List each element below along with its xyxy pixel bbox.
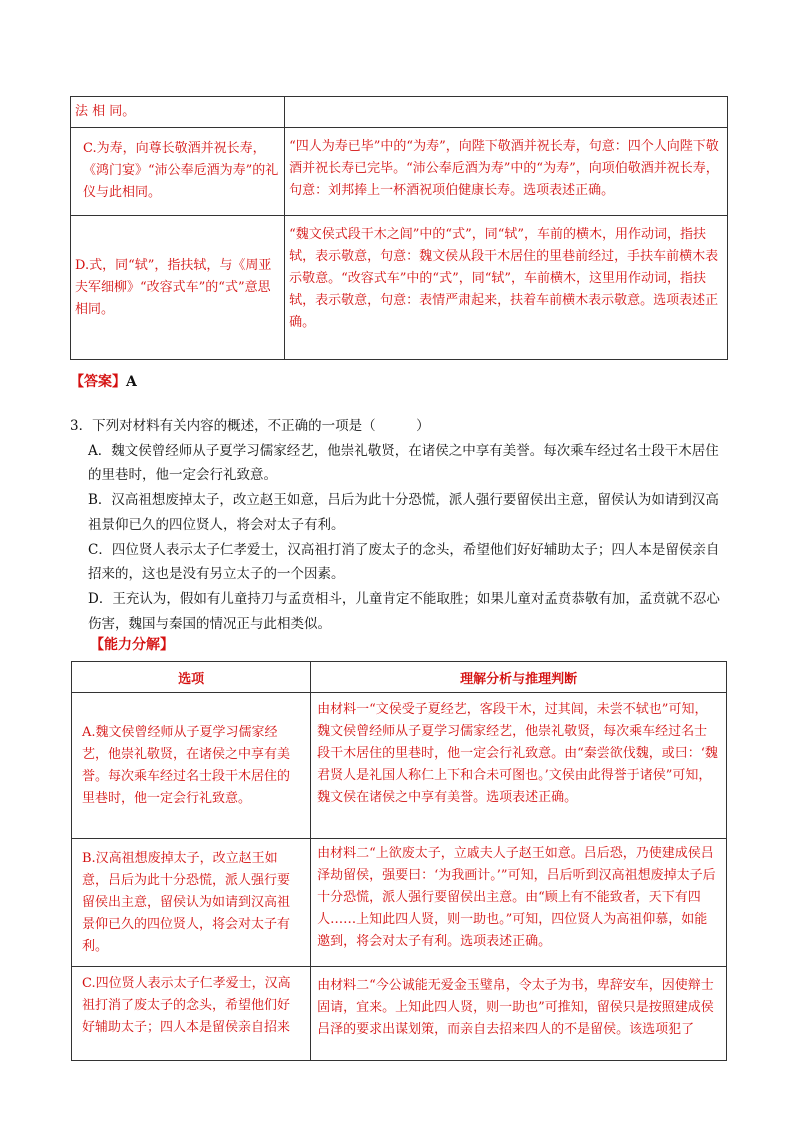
table-cell-analysis: “四人为寿已毕”中的“为寿”，向陛下敬酒并祝长寿，句意：四个人向陛下敬酒并祝长寿已完毕。“沛公奉卮酒为寿”中的“为寿”，向项伯敬酒并祝长寿，句意：刘邦捧上一杯酒祝项伯健康长寿。选项表述正确。 [285, 128, 728, 216]
table-cell-option: B.汉高祖想废掉太子，改立赵王如意，吕后为此十分恐慌，派人强行要留侯出主意，留侯认为如请到汉高祖景仰已久的四位贤人，将会对太子有利。 [72, 839, 311, 967]
table-row [72, 839, 727, 967]
table-cell-option: C.为寿，向尊长敬酒并祝长寿，《鸿门宴》“沛公奉卮酒为寿”的礼仪与此相同。 [71, 128, 285, 216]
table-row [71, 216, 728, 360]
question-block [70, 414, 730, 636]
option-c: C．四位贤人表示太子仁孝爱士，汉高祖打消了废太子的念头，希望他们好好辅助太子；四人本是留侯亲自招来的，这也是没有另立太子的一个因素。 [88, 541, 720, 583]
table-row [71, 97, 728, 128]
table-cell-option: A.魏文侯曾经师从子夏学习儒家经艺，他崇礼敬贤，在诸侯之中享有美誉。每次乘车经过名士段干木居住的里巷时，他一定会行礼致意。 [72, 693, 311, 839]
option-a: A．魏文侯曾经师从子夏学习儒家经艺，他崇礼敬贤，在诸侯之中享有美誉。每次乘车经过名士段干木居住的里巷时，他一定会行礼致意。 [88, 442, 719, 484]
table-header-row [72, 662, 727, 693]
ability-breakdown-table [71, 661, 727, 1061]
table-cell-option: C.四位贤人表示太子仁孝爱士，汉高祖打消了废太子的念头，希望他们好好辅助太子；四人本是留侯亲自招来 [72, 967, 311, 1061]
table-row [72, 693, 727, 839]
table-cell-analysis: 由材料二“上欲废太子，立戚夫人子赵王如意。吕后恐，乃使建成侯吕泽劫留侯，强要曰：‘为我画计。’”可知，吕后听到汉高祖想废掉太子后十分恐慌，派人强行要留侯出主意。由“顾上有不能致者，天下有四人……上知此四人贤，则一助也。”可知，四位贤人为高祖仰慕，如能邀到，将会对太子有利。选项表述正确。 [311, 839, 727, 967]
table-cell-analysis: “魏文侯式段干木之闾”中的“式”，同“轼”，车前的横木，用作动词，指扶轼，表示敬意，句意：魏文侯从段干木居住的里巷前经过，手扶车前横木表示敬意。“改容式车”中的“式”，同“轼”，车前横木，这里用作动词，指扶轼，表示敬意，句意：表情严肃起来，扶着车前横木表示敬意。选项表述正确。 [285, 216, 728, 360]
table-cell-option: 法 相 同。 [71, 97, 285, 128]
table-row [71, 128, 728, 216]
header-analysis: 理解分析与推理判断 [311, 662, 727, 693]
table-cell-option: D.式，同“轼”，指扶轼，与《周亚夫军细柳》“改容式车”的“式”意思相同。 [71, 216, 285, 360]
option-d: D．王充认为，假如有儿童持刀与孟贲相斗，儿童肯定不能取胜；如果儿童对孟贲恭敬有加，孟贲就不忍心伤害，魏国与秦国的情况正与此相类似。 [88, 590, 720, 632]
question-stem: 3．下列对材料有关内容的概述，不正确的一项是（ ） [70, 418, 430, 434]
table-cell-analysis: 由材料二“今公诚能无爱金玉璧帛，令太子为书，卑辞安车，因使辩士固请，宜来。上知此四人贤，则一助也”可推知，留侯只是按照建成侯吕泽的要求出谋划策，而亲自去招来四人的不是留侯。该选项犯了 [311, 967, 727, 1061]
ability-breakdown-title: 【能力分解】 [90, 637, 174, 653]
table-cell-analysis [285, 97, 728, 128]
header-option: 选项 [72, 662, 311, 693]
answer-line [70, 371, 137, 391]
table-row [72, 967, 727, 1061]
answer-value: A [126, 374, 137, 390]
table-cell-analysis: 由材料一“文侯受子夏经艺，客段干木，过其闾，未尝不轼也”可知，魏文侯曾经师从子夏学习儒家经艺，他崇礼敬贤，每次乘车经过名士段干木居住的里巷时，他一定会行礼致意。由“秦尝欲伐魏，或曰：‘魏君贤人是礼国人称仁上下和合未可图也。’文侯由此得誉于诸侯”可知，魏文侯在诸侯之中享有美誉。选项表述正确。 [311, 693, 727, 839]
option-b: B．汉高祖想废掉太子，改立赵王如意，吕后为此十分恐慌，派人强行要留侯出主意，留侯认为如请到汉高祖景仰已久的四位贤人，将会对太子有利。 [88, 492, 719, 533]
answer-label: 【答案】 [70, 374, 126, 390]
answer-analysis-table-top [70, 96, 728, 360]
